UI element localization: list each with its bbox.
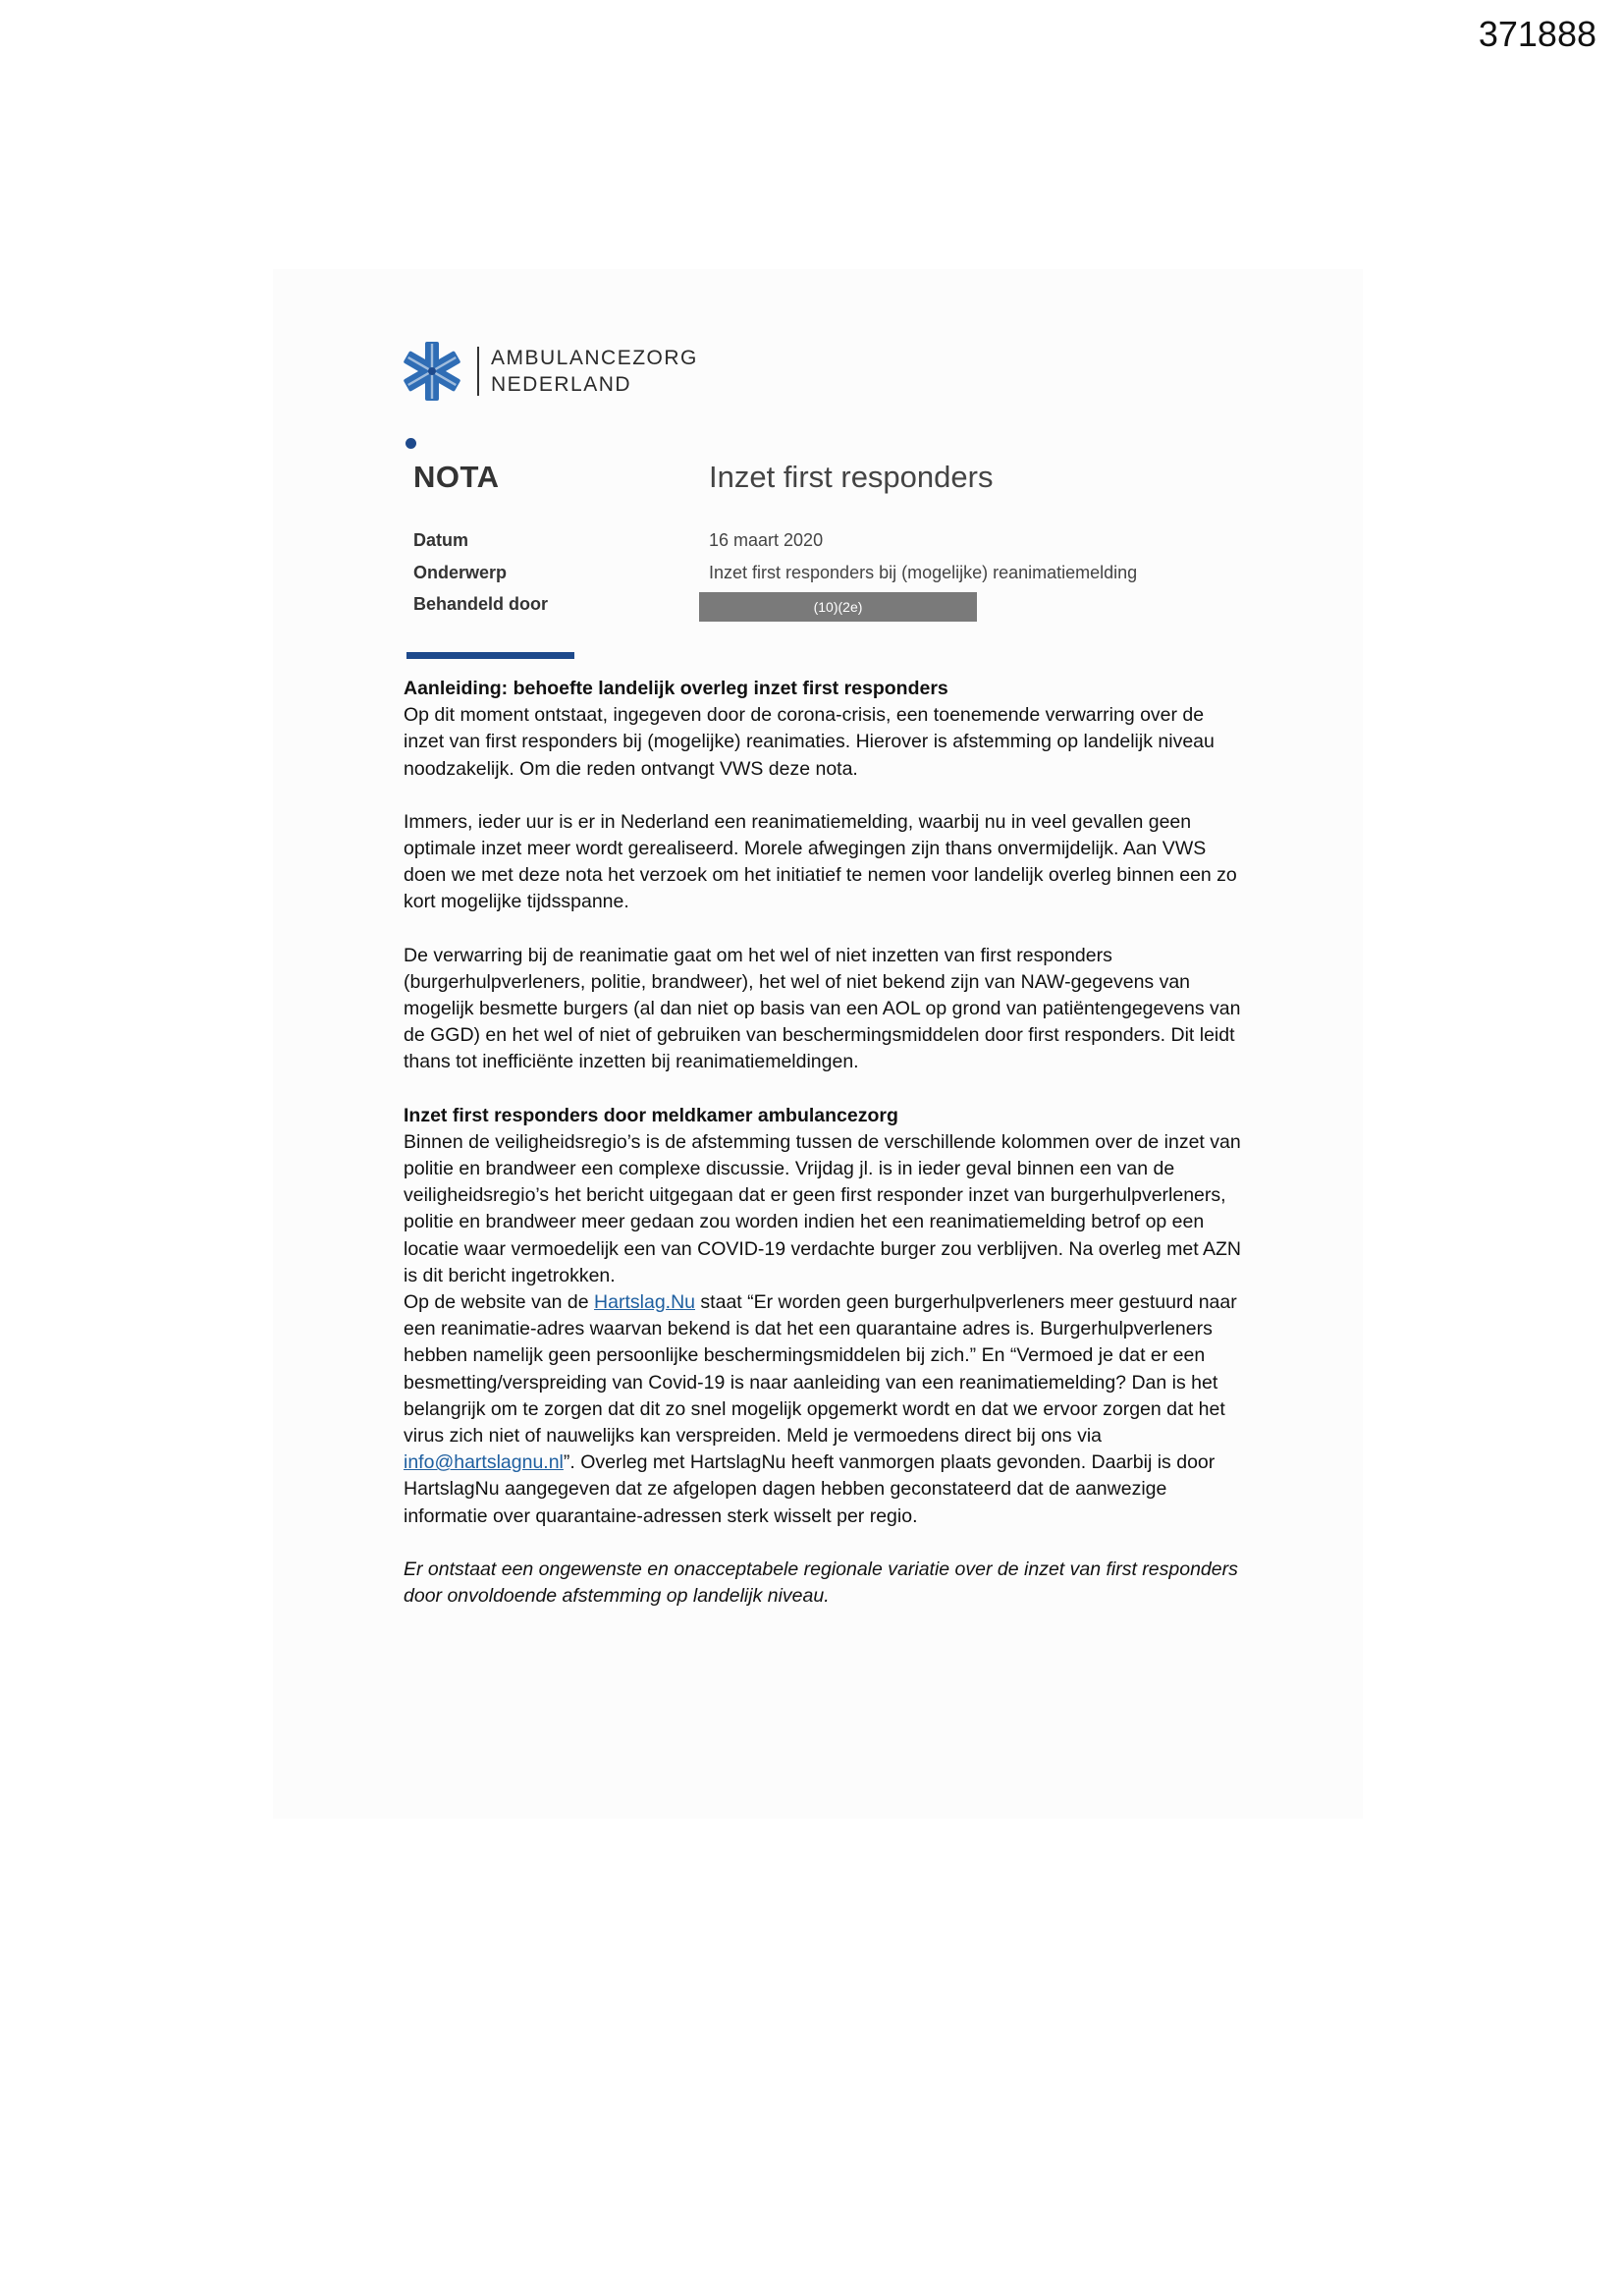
section-heading-aanleiding: Aanleiding: behoefte landelijk overleg inzet first responders <box>404 678 948 699</box>
conclusion-paragraph: Er ontstaat een ongewenste en onacceptabele regionale variatie over de inzet van first responders door onvoldoende afstemming op landelijk niveau. <box>404 1558 1238 1608</box>
subject-label: Onderwerp <box>413 563 508 582</box>
paragraph: Immers, ieder uur is er in Nederland een reanimatiemelding, waarbij nu in veel gevallen geen optimale inzet meer wordt gerealiseerd. Morele afwegingen zijn thans onvermijdelijk. Aan VWS doen we met deze nota het verzoek om het initiatief te nemen voor landelijk overleg binnen een zo kort mogelijke tijdsspanne. <box>404 810 1237 913</box>
text-span: ”. Overleg met HartslagNu heeft vanmorgen plaats gevonden. Daarbij is door HartslagNu aangegeven dat ze afgelopen dagen hebben geconstateerd dat de aanwezige informatie over quarantaine-adressen sterk wisselt per regio. <box>404 1451 1216 1527</box>
star-of-life-icon <box>401 340 463 403</box>
redaction-box: (10)(2e) <box>699 592 977 622</box>
paragraph-with-links <box>404 1289 1248 1530</box>
hartslag-link[interactable]: Hartslag.Nu <box>594 1291 696 1314</box>
paragraph: De verwarring bij de reanimatie gaat om het wel of niet inzetten van first responders (burgerhulpverleners, politie, brandweer), het wel of niet bekend zijn van NAW-gegevens van mogelijk besmette burgers (al dan niet op basis van een AOL op grond van patiëntengegevens van de GGD) en het wel of niet of gebruiken van beschermingsmiddelen door first responders. Dit leidt thans tot inefficiënte inzetten bij reanimatiemeldingen. <box>404 944 1241 1073</box>
handled-by-label: Behandeld door <box>413 594 549 614</box>
text-span: Op de website van de <box>404 1291 595 1314</box>
document-number: 371888 <box>1478 14 1596 54</box>
document-body <box>404 676 1248 1610</box>
text-span: staat “Er worden geen burgerhulpverleners meer gestuurd naar een reanimatie-adres waarvan bekend is dat het een quarantaine adres is. Burgerhulpverleners hebben namelijk geen persoonlijke beschermingsmiddelen bij zich.” En “Vermoed je dat er een besmetting/verspreiding van Covid-19 is naar aanleiding van een reanimatiemelding? Dan is het belangrijk om te zorgen dat dit zo snel mogelijk opgemerkt wordt en dat we ervoor zorgen dat het virus zich niet of nauwelijks kan verspreiden. Meld je vermoedens direct bij ons via <box>404 1291 1237 1448</box>
email-link[interactable]: info@hartslagnu.nl <box>404 1451 564 1474</box>
logo-line-2: NEDERLAND <box>491 373 632 396</box>
logo-text <box>491 345 698 398</box>
logo-divider <box>477 347 479 396</box>
logo-line-1: AMBULANCEZORG <box>491 347 698 369</box>
accent-rule <box>406 652 574 659</box>
document-title: Inzet first responders <box>709 460 994 494</box>
document-type: NOTA <box>413 460 500 494</box>
paragraph: Op dit moment ontstaat, ingegeven door de corona-crisis, een toenemende verwarring over de inzet van first responders bij (mogelijke) reanimaties. Hierover is afstemming op landelijk niveau noodzakelijk. Om die reden ontvangt VWS deze nota. <box>404 704 1215 780</box>
paragraph: Binnen de veiligheidsregio’s is de afstemming tussen de verschillende kolommen over de inzet van politie en brandweer een complexe discussie. Vrijdag jl. is in ieder geval binnen een van de veiligheidsregio’s het bericht uitgegaan dat er geen first responder inzet van burgerhulpverleners, politie en brandweer meer gedaan zou worden indien het een reanimatiemelding betrof op een locatie waar vermoedelijk een van COVID-19 verdachte burger zou verblijven. Na overleg met AZN is dit bericht ingetrokken. <box>404 1130 1241 1286</box>
subject-value: Inzet first responders bij (mogelijke) reanimatiemelding <box>709 563 1138 582</box>
bullet-dot <box>406 438 416 449</box>
date-label: Datum <box>413 530 469 550</box>
section-heading-inzet: Inzet first responders door meldkamer ambulancezorg <box>404 1104 898 1126</box>
ambulancezorg-logo <box>401 340 698 403</box>
date-value: 16 maart 2020 <box>709 530 824 550</box>
